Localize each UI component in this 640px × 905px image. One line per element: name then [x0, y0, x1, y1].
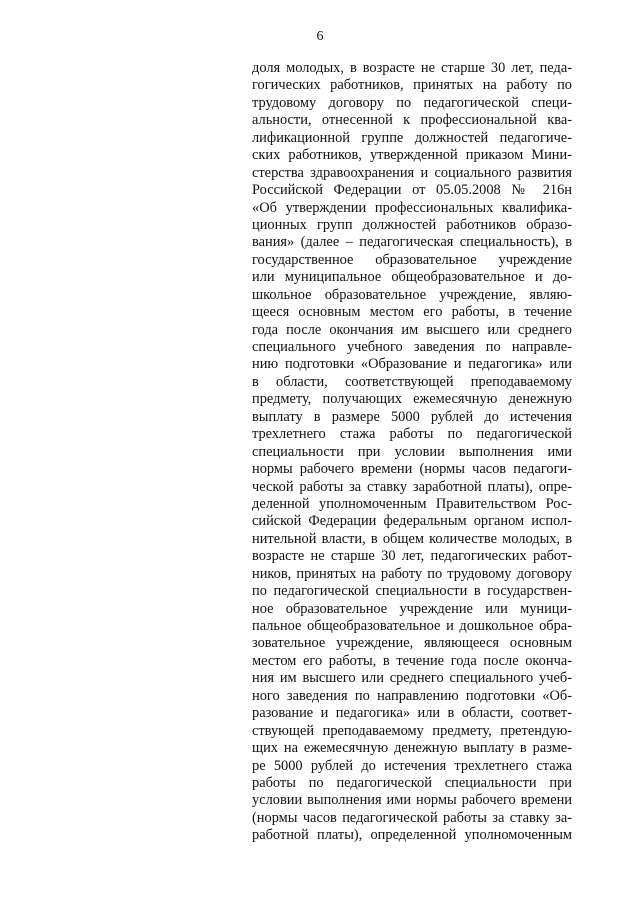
- text-line: ционных групп должностей работников образо-: [252, 216, 572, 233]
- text-line: ников, принятых на работу по трудовому договору: [252, 565, 572, 582]
- text-line: нию подготовки «Образование и педагогика» или: [252, 356, 572, 373]
- text-line: Российской Федерации от 05.05.2008 № 216н: [252, 182, 572, 199]
- text-line: ного заведения по направлению подготовки «Об-: [252, 687, 572, 704]
- text-line: «Об утверждении профессиональных квалифика-: [252, 199, 572, 216]
- text-line: школьное образовательное учреждение, являю-: [252, 286, 572, 303]
- text-line: или муниципальное общеобразовательное и до-: [252, 269, 572, 286]
- text-line: возрасте не старше 30 лет, педагогических работ-: [252, 548, 572, 565]
- text-line: щееся основным местом его работы, в течение: [252, 304, 572, 321]
- text-line: работной платы), определенной уполномоченным: [252, 827, 572, 844]
- text-line: деленной уполномоченным Правительством Рос-: [252, 495, 572, 512]
- text-line: в области, соответствующей преподаваемому: [252, 373, 572, 390]
- page-number: 6: [316, 29, 324, 44]
- body-text: [252, 60, 572, 845]
- text-line: зовательное учреждение, являющееся основным: [252, 635, 572, 652]
- text-line: доля молодых, в возрасте не старше 30 лет, педа-: [252, 60, 572, 76]
- text-line: предмету, получающих ежемесячную денежную: [252, 391, 572, 408]
- text-line: стерства здравоохранения и социального развития: [252, 164, 572, 181]
- text-line: ре 5000 рублей до истечения трехлетнего стажа: [252, 757, 572, 774]
- text-line: специальности при условии выполнения ими: [252, 443, 572, 460]
- text-line: года после окончания им высшего или среднего: [252, 321, 572, 338]
- text-line: разование и педагогика» или в области, соответ-: [252, 705, 572, 722]
- text-line: ное образовательное учреждение или муници-: [252, 600, 572, 617]
- text-line: трудовому договору по педагогической специ-: [252, 94, 572, 111]
- text-line: гогических работников, принятых на работу по: [252, 77, 572, 94]
- text-line: государственное образовательное учреждение: [252, 251, 572, 268]
- text-line: выплату в размере 5000 рублей до истечения: [252, 408, 572, 425]
- text-line: ческой работы за ставку заработной платы), опре-: [252, 478, 572, 495]
- text-line: ских работников, утвержденной приказом Мини-: [252, 147, 572, 164]
- text-line: щих на ежемесячную денежную выплату в разме-: [252, 740, 572, 757]
- text-line: вания» (далее – педагогическая специальность), в: [252, 234, 572, 251]
- text-line: нормы рабочего времени (нормы часов педагоги-: [252, 461, 572, 478]
- text-line: альности, отнесенной к профессиональной ква-: [252, 112, 572, 129]
- text-line: трехлетнего стажа работы по педагогической: [252, 426, 572, 443]
- text-line: пальное общеобразовательное и дошкольное обра-: [252, 618, 572, 634]
- text-line: ния им высшего или среднего специального учеб-: [252, 670, 572, 687]
- text-line: работы по педагогической специальности при: [252, 774, 572, 791]
- text-line: ствующей преподаваемому предмету, претендую-: [252, 722, 572, 739]
- text-line: нительной власти, в общем количестве молодых, в: [252, 530, 572, 547]
- text-line: (нормы часов педагогической работы за ставку за-: [252, 809, 572, 826]
- text-line: условии выполнения ими нормы рабочего времени: [252, 792, 572, 809]
- text-line: сийской Федерации федеральным органом испол-: [252, 513, 572, 530]
- text-line: местом его работы, в течение года после оконча-: [252, 652, 572, 669]
- text-line: лификационной группе должностей педагогиче-: [252, 129, 572, 146]
- text-line: по педагогической специальности в государствен-: [252, 583, 572, 600]
- text-line: специального учебного заведения по направле-: [252, 339, 572, 355]
